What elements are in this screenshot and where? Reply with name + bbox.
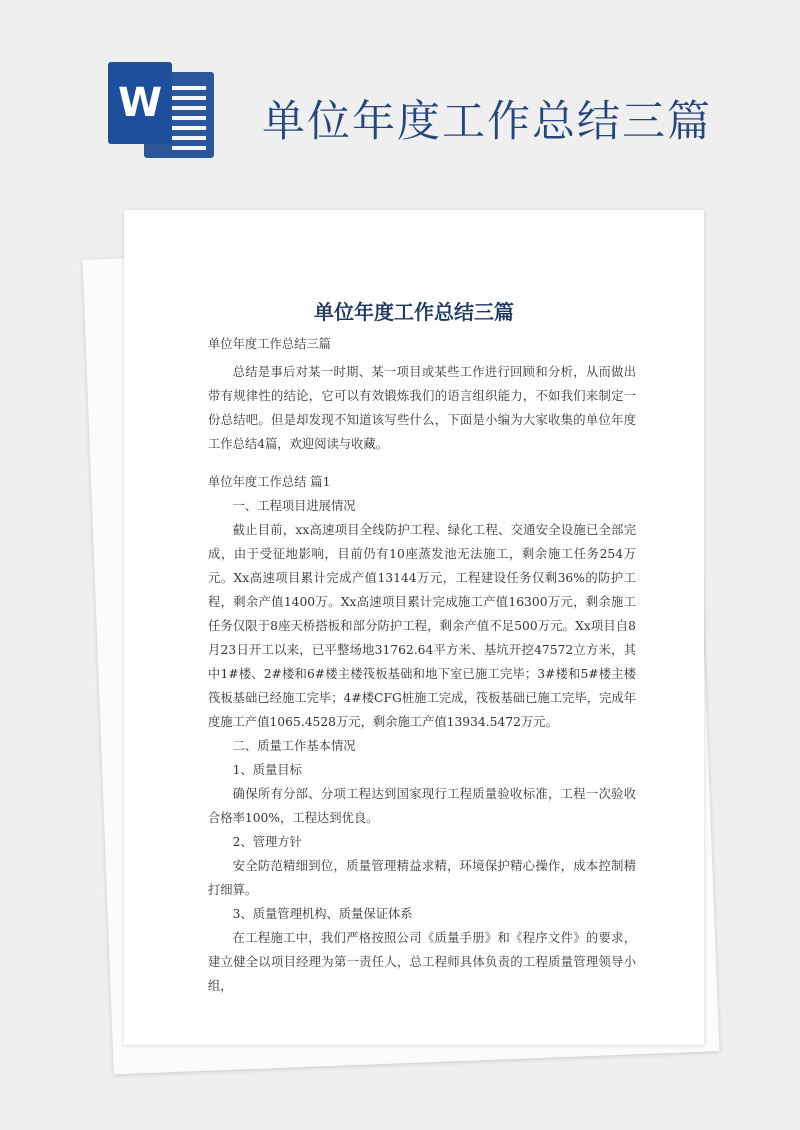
document-subtitle: 单位年度工作总结三篇	[208, 337, 331, 351]
quality-goal-paragraph: 确保所有分部、分项工程达到国家现行工程质量验收标准，工程一次验收合格率100%，工程达到优良。	[208, 787, 636, 825]
heading-quality-work: 二、质量工作基本情况	[232, 739, 356, 753]
header-title: 单位年度工作总结三篇	[262, 97, 712, 147]
project-progress-paragraph: 截止目前，xx高速项目全线防护工程、绿化工程、交通安全设施已全部完成，由于受征地影响，目前仍有10座蒸发池无法施工，剩余施工任务254万元。Xx高速项目累计完成产值13144万元，工程建设任务仅剩36%的防护工程，剩余产值1400万。Xx高速项目累计完成施工产值16300万元，剩余施工任务仅限于8座天桥搭板和部分防护工程，剩余产值不足500万元。Xx项目自8月23日开工以来，已平整场地31762.64平方米、基坑开挖47572立方米，其中1#楼、2#楼和6#楼主楼筏板基础和地下室已施工完毕；3#楼和5#楼主楼筏板基础已经施工完毕；4#楼CFG桩施工完成，筏板基础已施工完毕，完成年度施工产值1065.4528万元，剩余施工产值13934.5472万元。	[208, 523, 636, 729]
section-title: 单位年度工作总结 篇1	[208, 475, 331, 489]
page-header	[0, 0, 800, 210]
management-policy-paragraph: 安全防范精细到位，质量管理精益求精，环境保护精心操作，成本控制精打细算。	[208, 859, 636, 897]
word-document-icon	[108, 62, 216, 162]
heading-project-progress: 一、工程项目进展情况	[232, 499, 356, 513]
subheading-quality-goal: 1、质量目标	[232, 763, 302, 777]
word-logo-letter: W	[108, 62, 172, 144]
document-page	[124, 210, 704, 1045]
document-body	[208, 332, 636, 998]
subheading-management-policy: 2、管理方针	[232, 835, 302, 849]
document-title: 单位年度工作总结三篇	[314, 300, 514, 324]
quality-system-paragraph: 在工程施工中，我们严格按照公司《质量手册》和《程序文件》的要求，建立健全以项目经理为第一责任人，总工程师具体负责的工程质量管理领导小组，	[208, 931, 636, 993]
intro-paragraph: 总结是事后对某一时期、某一项目或某些工作进行回顾和分析，从而做出带有规律性的结论，它可以有效锻炼我们的语言组织能力，不如我们来制定一份总结吧。但是却发现不知道该写些什么，下面是小编为大家收集的单位年度工作总结4篇，欢迎阅读与收藏。	[208, 365, 636, 451]
subheading-quality-system: 3、质量管理机构、质量保证体系	[232, 907, 413, 921]
